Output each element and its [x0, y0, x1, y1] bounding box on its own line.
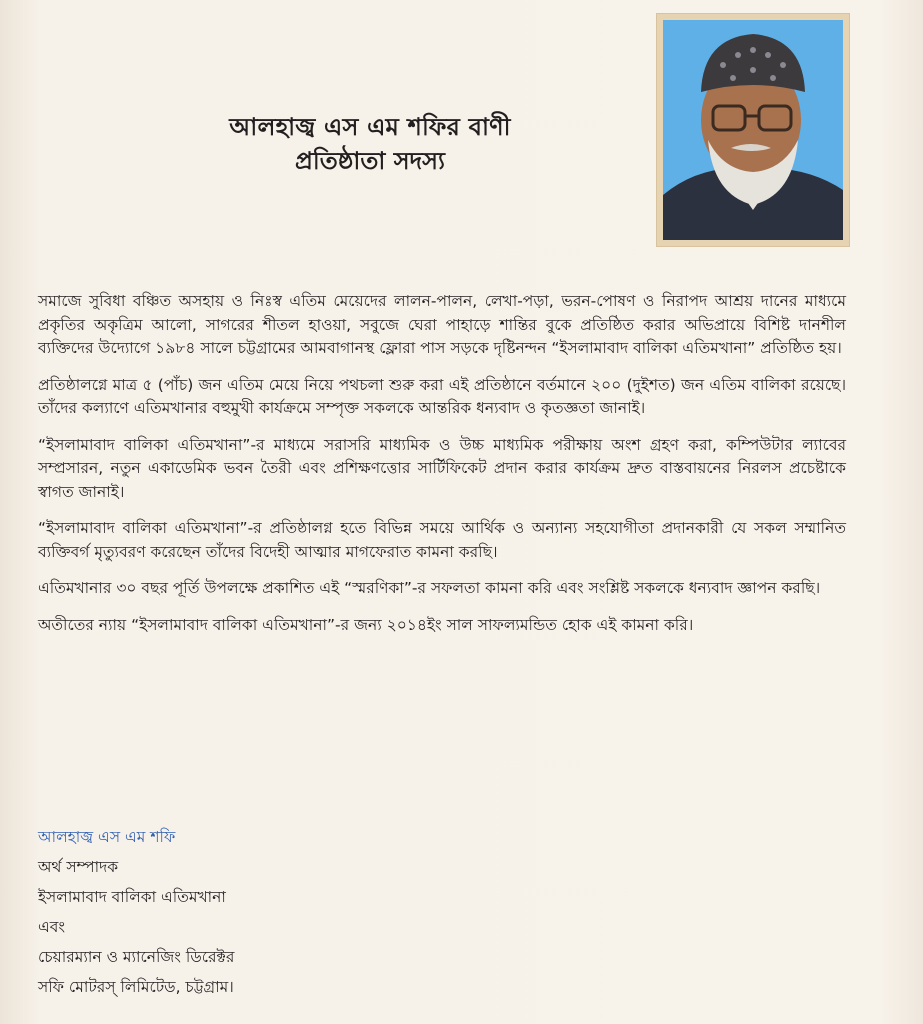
signatory-title-1: অর্থ সম্পাদক	[38, 858, 119, 876]
signatory-organization-2: সফি মোটরস্ লিমিটেড, চট্টগ্রাম।	[38, 978, 234, 996]
paragraph-4: “ইসলামাবাদ বালিকা এতিমখানা”-র প্রতিষ্ঠালগ্ন হতে বিভিন্ন সময়ে আর্থিক ও অন্যান্য সহযোগীতা প্রদানকারী যে সকল সম্মানিত ব্যক্তিবর্গ মৃত্যুবরণ করেছেন তাঁদের বিদেহী আত্মার মাগফেরাত কামনা করছি।	[38, 519, 846, 561]
message-subtitle: প্রতিষ্ঠাতা সদস্য	[295, 147, 445, 175]
paragraph-2: প্রতিষ্ঠালগ্নে মাত্র ৫ (পাঁচ) জন এতিম মেয়ে নিয়ে পথচলা শুরু করা এই প্রতিষ্ঠানে বর্তমানে ২০০ (দুইশত) জন এতিম বালিকা রয়েছে। তাঁদের কল্যাণে এতিমখানার বহুমুখী কার্যক্রমে সম্পৃক্ত সকলকে আন্তরিক ধন্যবাদ ও কৃতজ্ঞতা জানাই।	[38, 375, 846, 417]
message-header	[150, 110, 590, 178]
portrait-illustration	[663, 20, 843, 240]
portrait-frame	[657, 14, 849, 246]
signatory-organization-1: ইসলামাবাদ বালিকা এতিমখানা	[38, 888, 226, 906]
paragraph-6: অতীতের ন্যায় “ইসলামাবাদ বালিকা এতিমখানা”-র জন্য ২০১৪ইং সাল সাফল্যমন্ডিত হোক এই কামনা করি।	[38, 615, 694, 634]
message-title: আলহাজ্ব এস এম শফির বাণী	[229, 113, 511, 141]
message-body	[38, 290, 846, 650]
paragraph-5: এতিমখানার ৩০ বছর পূর্তি উপলক্ষে প্রকাশিত এই “স্মরণিকা”-র সফলতা কামনা করি এবং সংশ্লিষ্ট সকলকে ধন্যবাদ জ্ঞাপন করছি।	[38, 579, 821, 597]
signature-block	[38, 822, 234, 1002]
signatory-title-2: চেয়ারম্যান ও ম্যানেজিং ডিরেক্টর	[38, 948, 235, 966]
signatory-name: আলহাজ্ব এস এম শফি	[38, 828, 176, 846]
paragraph-1: সমাজে সুবিধা বঞ্চিত অসহায় ও নিঃস্ব এতিম মেয়েদের লালন-পালন, লেখা-পড়া, ভরন-পোষণ ও নিরাপদ আশ্রয় দানের মাধ্যমে প্রকৃতির অকৃত্রিম আলো, সাগরের শীতল হাওয়া, সবুজে ঘেরা পাহাড়ে শান্তির বুকে প্রতিষ্ঠিত করার অভিপ্রায়ে বিশিষ্ট দানশীল ব্যক্তিদের উদ্যোগে ১৯৮৪ সালে চট্টগ্রামের আমবাগানস্থ ফ্লোরা পাস সড়কে দৃষ্টিনন্দন “ইসলামাবাদ বালিকা এতিমখানা” প্রতিষ্ঠিত হয়।	[38, 292, 847, 357]
signatory-conjunction: এবং	[38, 918, 66, 936]
paragraph-3: “ইসলামাবাদ বালিকা এতিমখানা”-র মাধ্যমে সরাসরি মাধ্যমিক ও উচ্চ মাধ্যমিক পরীক্ষায় অংশ গ্রহণ করা, কম্পিউটার ল্যাবের সম্প্রসারন, নতুন একাডেমিক ভবন তৈরী এবং প্রশিক্ষণত্তোর সার্টিফিকেট প্রদান করার কার্যক্রম দ্রুত বাস্তবায়নের নিরলস প্রচেষ্টাকে স্বাগত জানাই।	[38, 435, 846, 501]
portrait-photo	[663, 20, 843, 240]
